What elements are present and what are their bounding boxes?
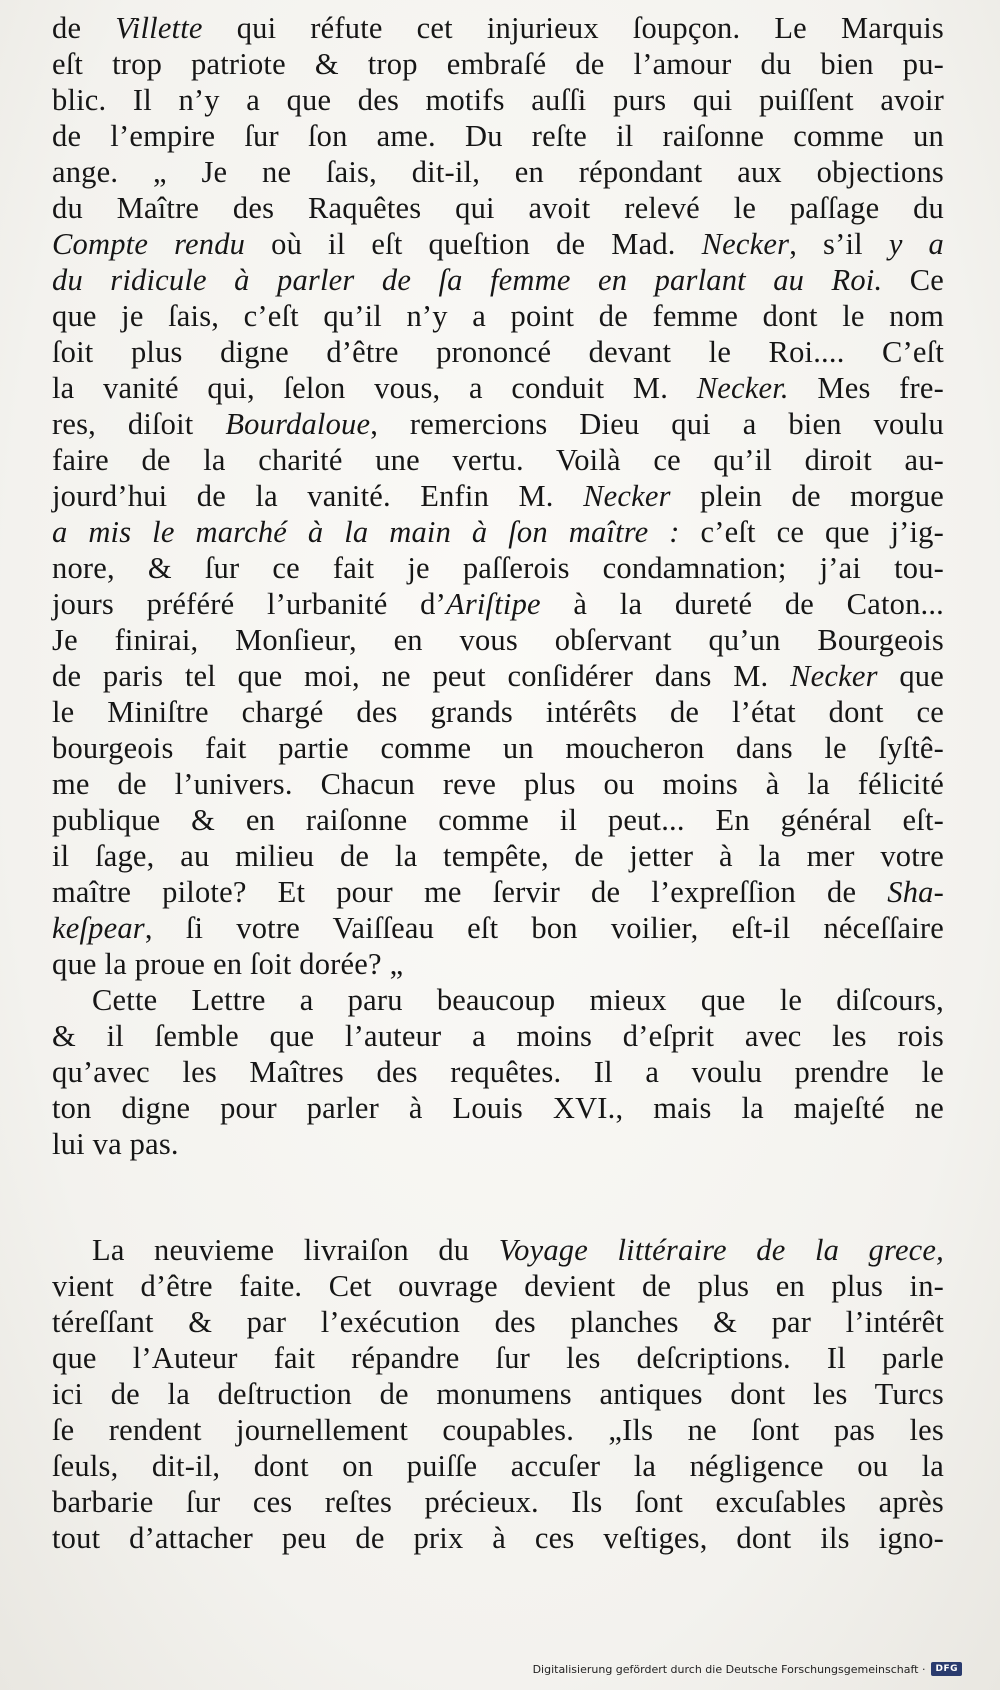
text-line: Compte rendu où il eſt queſtion de Mad. Necker, s’il y a — [52, 227, 945, 261]
text-line: La neuvieme livraiſon du Voyage littéraire de la grece, — [92, 1233, 944, 1267]
text-line: maître pilote? Et pour me ſervir de l’expreſſion de Sha- — [52, 875, 944, 909]
text-line: ſoit plus digne d’être prononcé devant le Roi.... C’eſt — [52, 335, 944, 369]
text-line: la vanité qui, ſelon vous, a conduit M. Necker. Mes fre- — [52, 371, 944, 405]
text-line: il ſage, au milieu de la tempête, de jetter à la mer votre — [52, 839, 944, 873]
text-line: ſeuls, dit-il, dont on puiſſe accuſer la négligence ou la — [52, 1449, 944, 1483]
text-line: bourgeois fait partie comme un moucheron dans le ſyſtê- — [52, 731, 944, 765]
text-line: publique & en raiſonne comme il peut... En général eſt- — [52, 803, 944, 837]
text-line: keſpear, ſi votre Vaiſſeau eſt bon voilier, eſt-il néceſſaire — [52, 911, 944, 945]
text-line: téreſſant & par l’exécution des planches & par l’intérêt — [52, 1305, 944, 1339]
text-line: de paris tel que moi, ne peut conſidérer dans M. Necker que — [52, 659, 944, 693]
text-line: eſt trop patriote & trop embraſé de l’amour du bien pu- — [52, 47, 944, 81]
text-line: de Villette qui réfute cet injurieux ſoupçon. Le Marquis — [52, 11, 944, 45]
text-line: jourd’hui de la vanité. Enfin M. Necker plein de morgue — [52, 479, 944, 513]
text-line: vient d’être faite. Cet ouvrage devient de plus en plus in- — [52, 1269, 944, 1303]
text-line: ange. „ Je ne ſais, dit-il, en répondant aux objections — [52, 155, 944, 189]
text-line: Je finirai, Monſieur, en vous obſervant qu’un Bourgeois — [52, 623, 944, 657]
text-line: qu’avec les Maîtres des requêtes. Il a voulu prendre le — [52, 1055, 944, 1089]
text-line: jours préféré l’urbanité d’Ariſtipe à la dureté de Caton... — [52, 587, 944, 621]
text-line: barbarie ſur ces reſtes précieux. Ils ſont excuſables après — [52, 1485, 944, 1519]
text-line: que je ſais, c’eſt qu’il n’y a point de femme dont le nom — [52, 299, 944, 333]
text-line: blic. Il n’y a que des motifs auſſi purs qui puiſſent avoir — [52, 83, 944, 117]
text-line: nore, & ſur ce fait je paſſerois condamnation; j’ai tou- — [52, 551, 944, 585]
digitization-credit — [533, 1662, 962, 1676]
text-line: que l’Auteur fait répandre ſur les deſcriptions. Il parle — [52, 1341, 944, 1375]
text-line: ſe rendent journellement coupables. „Ils ne ſont pas les — [52, 1413, 944, 1447]
text-line: le Miniſtre chargé des grands intérêts de l’état dont ce — [52, 695, 944, 729]
text-line: tout d’attacher peu de prix à ces veſtiges, dont ils igno- — [52, 1521, 944, 1555]
text-line: ici de la deſtruction de monumens antiques dont les Turcs — [52, 1377, 944, 1411]
dfg-logo-icon: DFG — [931, 1662, 962, 1676]
credit-text: Digitalisierung gefördert durch die Deutsche Forschungsgemeinschaft · — [532, 1662, 926, 1676]
text-line: res, diſoit Bourdaloue, remercions Dieu qui a bien voulu — [52, 407, 945, 441]
text-line: faire de la charité une vertu. Voilà ce qu’il diroit au- — [52, 443, 944, 477]
text-line: du ridicule à parler de ſa femme en parlant au Roi. Ce — [52, 263, 944, 297]
text-line: lui va pas. — [52, 1127, 179, 1161]
text-line: & il ſemble que l’auteur a moins d’eſprit avec les rois — [52, 1019, 944, 1053]
text-line: Cette Lettre a paru beaucoup mieux que le diſcours, — [92, 983, 944, 1017]
text-line: de l’empire ſur ſon ame. Du reſte il raiſonne comme un — [52, 119, 944, 153]
text-line: ton digne pour parler à Louis XVI., mais la majeſté ne — [52, 1091, 944, 1125]
text-line: a mis le marché à la main à ſon maître : c’eſt ce que j’ig- — [52, 515, 944, 549]
text-line: du Maître des Raquêtes qui avoit relevé le paſſage du — [52, 191, 944, 225]
text-line: me de l’univers. Chacun reve plus ou moins à la félicité — [52, 767, 944, 801]
text-line: que la proue en ſoit dorée? „ — [52, 947, 404, 981]
